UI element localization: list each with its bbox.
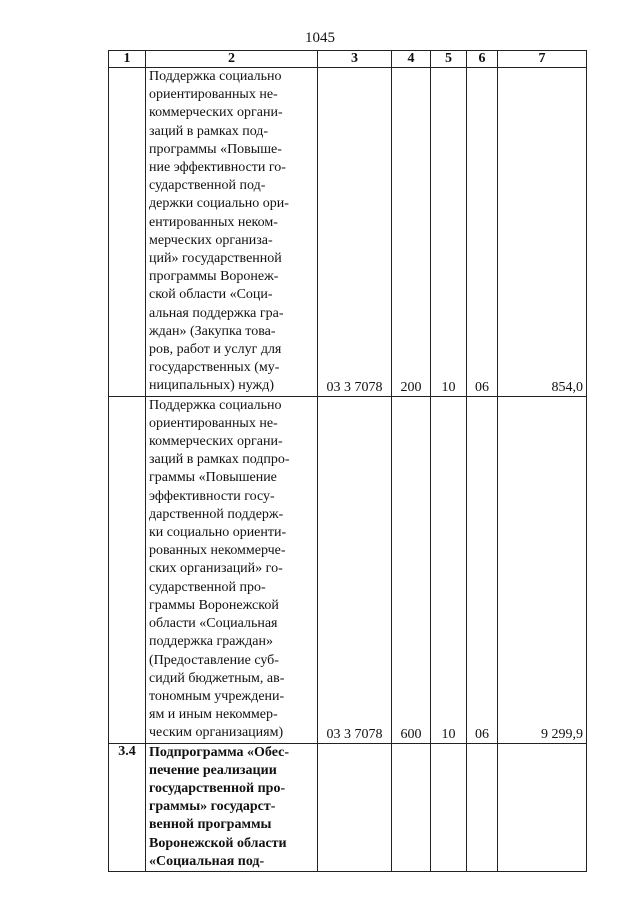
row-amount: 854,0 <box>498 68 587 397</box>
table-row <box>109 68 587 397</box>
row-col4: 200 <box>392 68 431 397</box>
header-col-4: 4 <box>392 51 431 68</box>
header-col-1: 1 <box>109 51 146 68</box>
row-description: Подпрограмма «Обес- печение реализации государственной про- граммы» государст- венной программы Воронежской области «Социальная под- <box>146 743 318 871</box>
row-code <box>318 743 392 871</box>
page-number: 1045 <box>305 30 335 46</box>
table-header-row <box>109 51 587 68</box>
row-col6: 06 <box>467 396 498 743</box>
row-index: 3.4 <box>109 743 146 871</box>
row-col6: 06 <box>467 68 498 397</box>
header-col-2: 2 <box>146 51 318 68</box>
row-code: 03 3 7078 <box>318 396 392 743</box>
table-row <box>109 396 587 743</box>
row-index <box>109 396 146 743</box>
row-amount <box>498 743 587 871</box>
row-col5: 10 <box>431 396 467 743</box>
row-amount: 9 299,9 <box>498 396 587 743</box>
row-col4: 600 <box>392 396 431 743</box>
row-col5 <box>431 743 467 871</box>
row-description: Поддержка социально ориентированных не- коммерческих органи- заций в рамках под- программы «Повыше- ние эффективности го- сударственной под- держки социально ори- ентированных неком- мерческих организа- ций» государственной программы Воронеж- ской области «Соци- альная поддержка гра- ждан» (Закупка това- ров, работ и услуг для государственных (му- ниципальных) нужд) <box>146 68 318 397</box>
header-col-6: 6 <box>467 51 498 68</box>
row-index <box>109 68 146 397</box>
row-col6 <box>467 743 498 871</box>
budget-table <box>108 50 587 872</box>
header-col-5: 5 <box>431 51 467 68</box>
row-col5: 10 <box>431 68 467 397</box>
table-row <box>109 743 587 871</box>
header-col-7: 7 <box>498 51 587 68</box>
header-col-3: 3 <box>318 51 392 68</box>
row-description: Поддержка социально ориентированных не- коммерческих органи- заций в рамках подпро- граммы «Повышение эффективности госу- дарственной поддерж- ки социально ориенти- рованных некоммерче- ских организаций» го- сударственной про- граммы Воронежской области «Социальная поддержка граждан» (Предоставление суб- сидий бюджетным, ав- тономным учреждени- ям и иным некоммер- ческим организациям) <box>146 396 318 743</box>
row-code: 03 3 7078 <box>318 68 392 397</box>
row-col4 <box>392 743 431 871</box>
